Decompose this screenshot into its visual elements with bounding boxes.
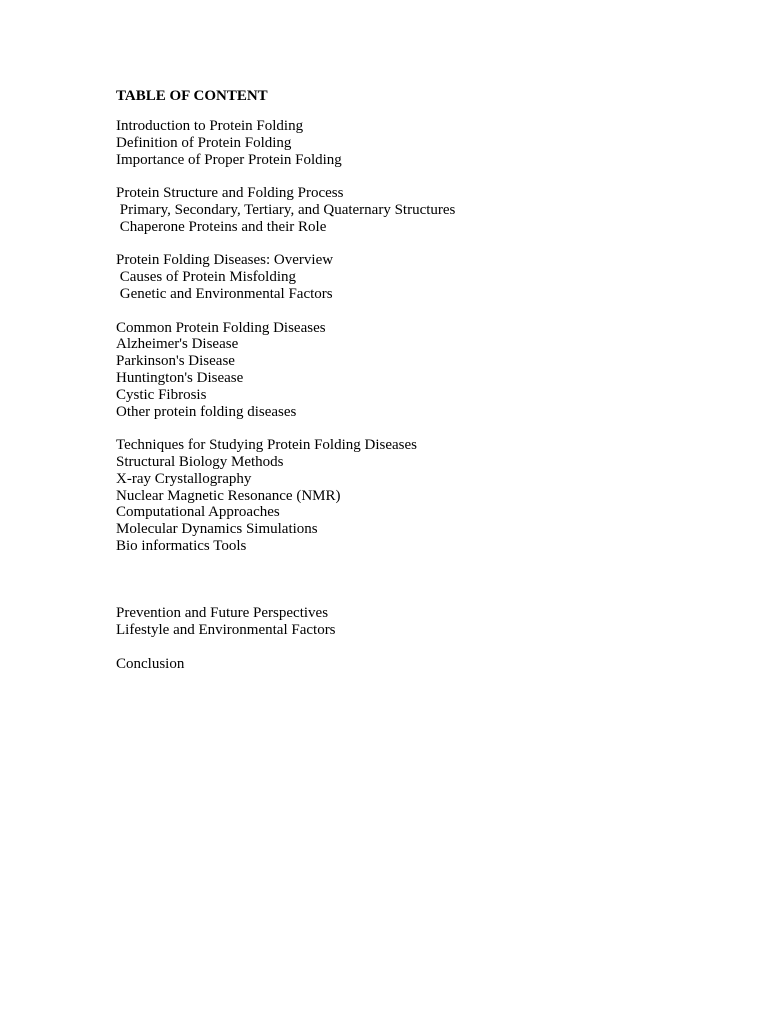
toc-section-techniques: [116, 437, 736, 555]
toc-section-diseases: [116, 320, 736, 421]
toc-section-structure: [116, 185, 736, 235]
section-spacer: [116, 168, 736, 185]
toc-entry: Prevention and Future Perspectives: [116, 605, 329, 622]
toc-entry: Protein Folding Diseases: Overview: [116, 252, 334, 269]
section-spacer: [116, 236, 736, 253]
toc-entry: Huntington's Disease: [116, 369, 244, 386]
toc-entry: Other protein folding diseases: [116, 403, 297, 420]
section-spacer: [116, 555, 736, 605]
toc-entry: Lifestyle and Environmental Factors: [116, 621, 336, 638]
toc-entry: Structural Biology Methods: [116, 453, 284, 470]
toc-entry: Computational Approaches: [116, 504, 280, 521]
toc-entry: Alzheimer's Disease: [116, 336, 239, 353]
section-spacer: [116, 420, 736, 437]
toc-entry: Parkinson's Disease: [116, 353, 235, 370]
toc-entry: Definition of Protein Folding: [116, 134, 292, 151]
toc-entry: Genetic and Environmental Factors: [116, 285, 333, 302]
section-spacer: [116, 303, 736, 320]
toc-entry: Nuclear Magnetic Resonance (NMR): [116, 487, 341, 504]
toc-entry: Techniques for Studying Protein Folding Diseases: [116, 437, 418, 454]
toc-section-conclusion: [116, 656, 736, 673]
toc-section-introduction: [116, 118, 736, 168]
toc-entry: Cystic Fibrosis: [116, 386, 207, 403]
toc-section-prevention: [116, 605, 736, 639]
toc-section-overview: [116, 252, 736, 302]
toc-entry: Chaperone Proteins and their Role: [116, 218, 327, 235]
toc-entry: Molecular Dynamics Simulations: [116, 521, 318, 538]
document-page: [116, 87, 736, 672]
toc-entry: Conclusion: [116, 655, 185, 672]
toc-entry: Common Protein Folding Diseases: [116, 319, 326, 336]
toc-entry: Importance of Proper Protein Folding: [116, 151, 342, 168]
toc-entry: Causes of Protein Misfolding: [116, 269, 296, 286]
toc-entry: Primary, Secondary, Tertiary, and Quaternary Structures: [116, 201, 456, 218]
toc-entry: Protein Structure and Folding Process: [116, 185, 344, 202]
toc-title: TABLE OF CONTENT: [116, 88, 268, 104]
section-spacer: [116, 639, 736, 656]
toc-entry: Bio informatics Tools: [116, 537, 247, 554]
toc-entry: X-ray Crystallography: [116, 470, 252, 487]
toc-entry: Introduction to Protein Folding: [116, 118, 304, 134]
